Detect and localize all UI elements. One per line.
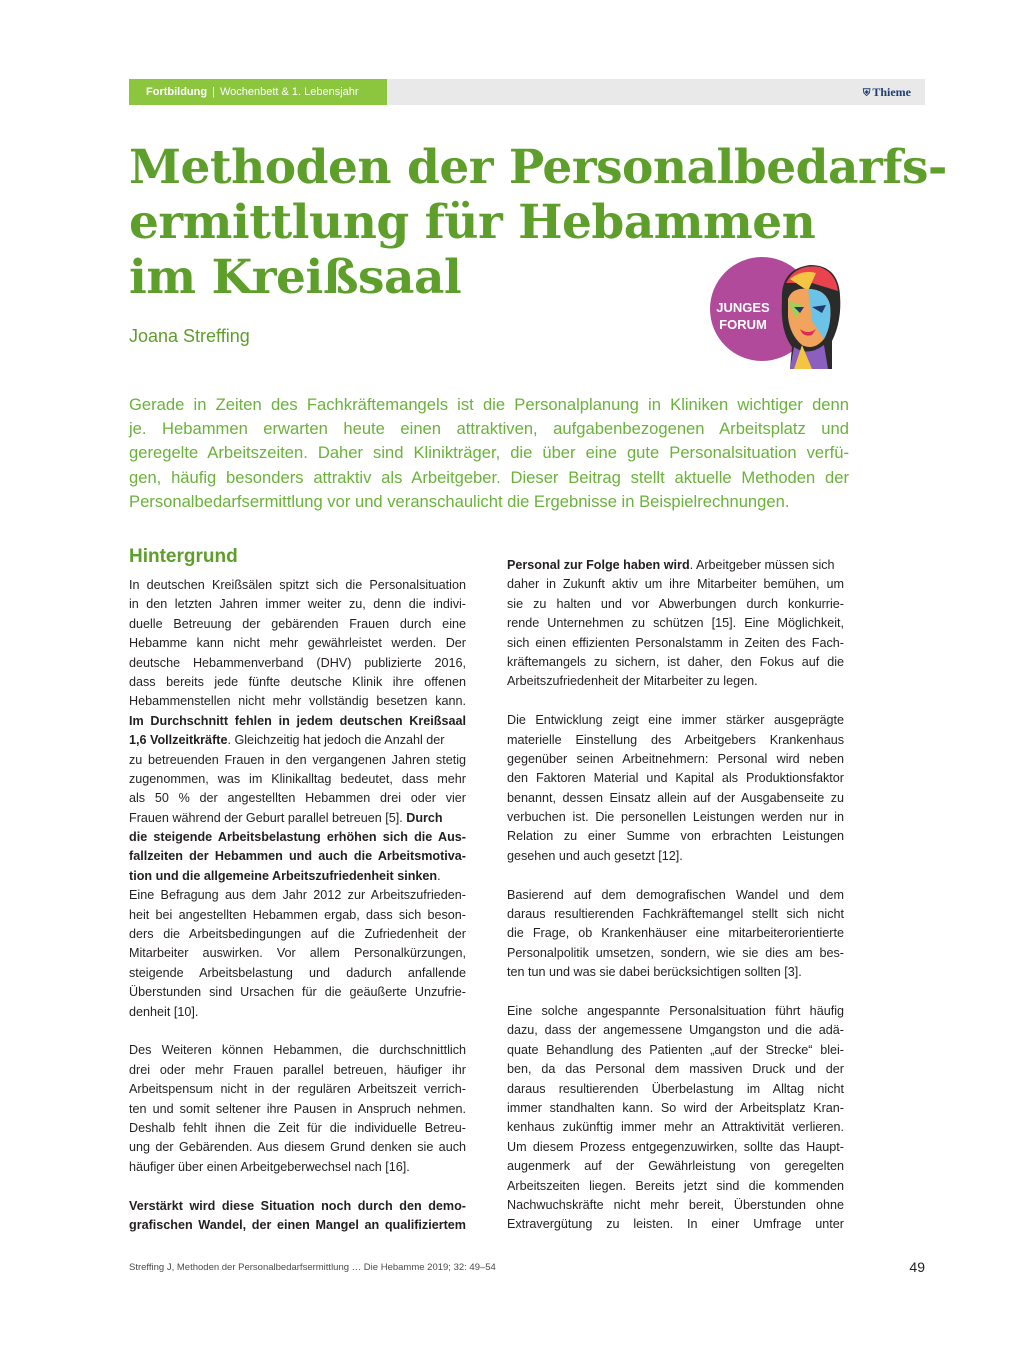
- body-line-mixed: [129, 731, 466, 750]
- body-line: drei oder mehr Frauen parallel betreuen, häufiger ihr: [129, 1062, 466, 1077]
- body-column-right: [507, 556, 844, 1235]
- body-line: duelle Betreuung der gebärenden Frauen durch eine: [129, 616, 466, 631]
- body-line: daraus resultierenden Überbelastung im Alltag nicht: [507, 1081, 844, 1096]
- paragraph-gap: [129, 1022, 466, 1041]
- body-line: sie zu halten und vor Abwerbungen durch konkurrie-: [507, 596, 844, 611]
- bold-phrase: Personal zur Folge haben wird: [507, 558, 690, 572]
- paragraph-gap: [507, 692, 844, 711]
- section-heading: Hintergrund: [129, 546, 238, 567]
- body-line: Arbeitszufriedenheit der Mitarbeiter zu legen.: [507, 674, 758, 689]
- body-line: häufiger über einen Arbeitgeberwechsel nach [16].: [129, 1159, 410, 1174]
- body-line-mixed: [507, 556, 844, 575]
- body-line: In deutschen Kreißsälen spitzt sich die Personalsituation: [129, 578, 466, 592]
- body-line: Nachwuchskräfte nicht mehr bereit, Überstunden ohne: [507, 1197, 844, 1212]
- lead-line: Personalbedarfsermittlung vor und veranschaulicht die Ergebnisse in Beispielrechnungen.: [129, 491, 790, 511]
- body-line: materielle Einstellung des Arbeitgebers Krankenhaus: [507, 732, 844, 747]
- body-line: rende Unternehmen zu schützen [15]. Eine Möglichkeit,: [507, 616, 844, 631]
- title-line: im Kreißsaal: [129, 250, 462, 305]
- body-line: daher in Zukunft aktiv um ihre Mitarbeiter bemühen, um: [507, 577, 844, 592]
- body-column-left: [129, 576, 466, 1235]
- body-line: Des Weiteren können Hebammen, die durchschnittlich: [129, 1043, 466, 1058]
- body-line: Überstunden sind Ursachen für die geäußerte Unzufrie-: [129, 985, 466, 1000]
- paragraph-gap: [507, 983, 844, 1002]
- topic-label: Wochenbett & 1. Lebensjahr: [219, 86, 359, 98]
- body-text: . Gleichzeitig hat jedoch die Anzahl der: [227, 733, 445, 748]
- body-line: Eine solche angespannte Personalsituation führt häufig: [507, 1003, 844, 1018]
- body-line-bold: grafischen Wandel, der einen Mangel an qualifiziertem: [129, 1217, 466, 1232]
- body-line-bold: die steigende Arbeitsbelastung erhöhen sich die Aus-: [129, 830, 466, 845]
- body-line-bold: fallzeiten der Hebammen und auch die Arbeitsmotiva-: [129, 849, 466, 864]
- bold-phrase: tion und die allgemeine Arbeitszufriedenheit sinken: [129, 868, 438, 883]
- body-line: dazu, dass der angemessene Umgangston und die adä-: [507, 1023, 844, 1038]
- body-line: denheit [10].: [129, 1004, 199, 1019]
- body-text: . Arbeitgeber müssen sich: [689, 558, 835, 572]
- lead-line: Gerade in Zeiten des Fachkräftemangels ist die Personalplanung in Kliniken wichtiger denn: [129, 395, 849, 414]
- body-text: Frauen während der Geburt parallel betreuen [5].: [129, 810, 407, 825]
- body-line: ders die Arbeitsbedingungen auf die Zufriedenheit der: [129, 927, 466, 942]
- junges-forum-badge: [710, 255, 845, 370]
- body-line: Personalpolitik umsetzen, sondern, wie sie dies am bes-: [507, 945, 844, 960]
- body-line-bold: Verstärkt wird diese Situation noch durch den demo-: [129, 1198, 466, 1213]
- body-line: Extravergütung zu leisten. In einer Umfrage unter: [507, 1217, 844, 1232]
- body-line: Hebamme kann nicht mehr gewährleistet werden. Der: [129, 636, 466, 651]
- body-text: .: [437, 868, 441, 883]
- body-line: ten tun und was sie dabei berücksichtigen sollten [3].: [507, 965, 802, 980]
- publisher-name: Thieme: [872, 85, 911, 99]
- body-line: ung der Gebärenden. Aus diesem Grund denken sie auch: [129, 1140, 466, 1155]
- body-line: Arbeitszeiten liegen. Bereits jetzt sind die kommenden: [507, 1178, 844, 1193]
- portrait-illustration: [772, 261, 844, 369]
- body-line: dass bereits jede fünfte deutsche Klinik ihre offenen: [129, 674, 466, 689]
- bold-phrase: 1,6 Vollzeitkräfte: [129, 733, 228, 748]
- body-line: die Frage, ob Krankenhäuser eine mitarbeiterorientierte: [507, 926, 844, 941]
- body-line: Hebammenstellen nicht mehr vollständig besetzen kann.: [129, 694, 466, 709]
- body-line: zugenommen, was im Klinikalltag bedeutet, dass mehr: [129, 771, 466, 786]
- page-number: 49: [909, 1259, 925, 1275]
- body-line: in den letzten Jahren immer weiter zu, denn die indivi-: [129, 597, 466, 612]
- body-line: ben, da das Personal dem massiven Druck und der: [507, 1062, 844, 1077]
- lead-line: je. Hebammen erwarten heute einen attraktiven, aufgabenbezogenen Arbeitsplatz und: [129, 419, 849, 439]
- body-line: heit bei angestellten Hebammen ergab, dass sich beson-: [129, 907, 466, 922]
- lead-line: geregelte Arbeitszeiten. Daher sind Klinikträger, die über eine gute Personalsituation verfü-: [129, 443, 849, 463]
- body-line-mixed: [129, 809, 466, 828]
- header-separator: |: [212, 86, 215, 98]
- body-line: quate Behandlung des Patienten „auf der Strecke“ blei-: [507, 1042, 844, 1057]
- body-line: Die Entwicklung zeigt eine immer stärker ausgeprägte: [507, 713, 844, 728]
- body-line: Eine Befragung aus dem Jahr 2012 zur Arbeitszufrieden-: [129, 888, 466, 903]
- section-tag: [129, 79, 387, 105]
- shield-icon: ⛨: [862, 88, 871, 99]
- body-line-bold: Im Durchschnitt fehlen in jedem deutschen Kreißsaal: [129, 713, 466, 728]
- body-line: Relation zu einer Summe von erbrachten Leistungen: [507, 829, 844, 844]
- badge-line: FORUM: [719, 317, 767, 332]
- running-header: [129, 79, 925, 105]
- body-line: kräftemangels zu sichern, ist daher, den Fokus auf die: [507, 654, 844, 669]
- footer-citation: Streffing J, Methoden der Personalbedarfsermittlung … Die Hebamme 2019; 32: 49–54: [129, 1262, 496, 1273]
- body-line: Deshalb fehlt ihnen die Zeit für die individuelle Betreu-: [129, 1120, 466, 1135]
- badge-label: [710, 299, 776, 333]
- body-line: zu betreuenden Frauen in den vergangenen Jahren stetig: [129, 752, 466, 767]
- badge-line: JUNGES: [716, 300, 770, 315]
- body-line: Arbeitspensum nicht in der regulären Arbeitszeit verrich-: [129, 1082, 466, 1097]
- title-line: ermittlung für Hebammen: [129, 195, 816, 250]
- body-line-mixed: [129, 867, 466, 886]
- body-line: steigende Arbeitsbelastung und dadurch anfallende: [129, 965, 466, 980]
- body-line: daraus resultierenden Fachkräftemangel stellt sich nicht: [507, 907, 844, 922]
- body-line: benannt, dessen Einsatz allein auf der Ausgabenseite zu: [507, 790, 844, 805]
- body-line: gesehen und auch gesetzt [12].: [507, 848, 683, 863]
- body-line: augenmerk auf der Gewährleistung von geregelten: [507, 1159, 844, 1174]
- paragraph-gap: [129, 1177, 466, 1196]
- bold-phrase: Durch: [406, 810, 443, 825]
- author-name: Joana Streffing: [129, 326, 250, 346]
- body-line: den Faktoren Material und Kapital als Produktionsfaktor: [507, 771, 844, 786]
- body-line: deutsche Hebammenverband (DHV) publizierte 2016,: [129, 655, 466, 670]
- body-line: sich einen effizienten Personalstamm in Zeiten des Fach-: [507, 635, 844, 650]
- title-line: Methoden der Personalbedarfs-: [129, 140, 947, 195]
- body-line: gegenüber seinen Arbeitnehmern: Personal wird neben: [507, 751, 844, 766]
- body-line: Um diesem Prozess entgegenzuwirken, sollte das Haupt-: [507, 1139, 844, 1154]
- body-line: immer standhalten kann. So wird der Arbeitsplatz Kran-: [507, 1100, 844, 1115]
- body-line: ten und somit seltener ihre Pausen in Anspruch nehmen.: [129, 1101, 466, 1116]
- body-line: als 50 % der angestellten Hebammen drei oder vier: [129, 791, 466, 806]
- publisher-logo: [863, 79, 911, 107]
- section-label: Fortbildung: [146, 86, 208, 98]
- paragraph-gap: [507, 866, 844, 885]
- lead-paragraph: [129, 393, 849, 514]
- body-line: verbuchen ist. Die personellen Leistungen werden nur in: [507, 810, 844, 825]
- body-line: Basierend auf dem demografischen Wandel und dem: [507, 887, 844, 902]
- lead-line: gen, häufig besonders attraktiv als Arbeitgeber. Dieser Beitrag stellt aktuelle Methoden der: [129, 467, 849, 487]
- body-line: Mitarbeiter auswirken. Vor allem Personalkürzungen,: [129, 946, 466, 961]
- body-line: kenhaus zukünftig immer mehr an Attraktivität verlieren.: [507, 1120, 844, 1135]
